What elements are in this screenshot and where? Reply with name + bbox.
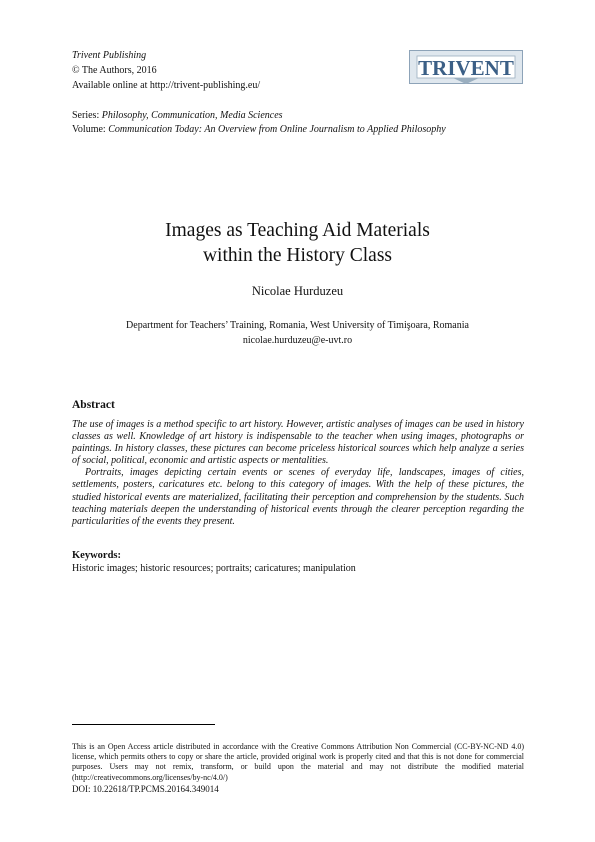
- trivent-logo: [409, 50, 523, 84]
- keywords-heading: Keywords:: [72, 550, 121, 561]
- abstract-heading: Abstract: [72, 399, 115, 411]
- affiliation-text: Department for Teachers’ Training, Romania, West University of Timişoara, Romania: [126, 320, 469, 331]
- author-email: nicolae.hurduzeu@e-uvt.ro: [242, 335, 353, 346]
- svg-text:TRIVENT: TRIVENT: [418, 56, 514, 80]
- license-footnote: This is an Open Access article distributed in accordance with the Creative Commons Attribution Non Commercial (CC-BY-NC-ND 4.0) license, which permits others to copy or share the article, provided original work is properly cited and that this is not done for commercial purposes. Users may not remix, transform, or build upon the material and may not distribute the modified material (http://creativecommons.org/licenses/by-nc/4.0/): [72, 742, 524, 782]
- abstract-paragraph-2: Portraits, images depicting certain events or scenes of everyday life, landscapes, images of cities, settlements, posters, caricatures etc. belong to this category of images. With the help of these pictures, the studied historical events are materialized, facilitating their perception and comprehension by the students. Such teaching materials deepen the understanding of historical events through the clearer perception regarding the particularities of the events they present.: [72, 467, 524, 527]
- doi-line: DOI: 10.22618/TP.PCMS.20164.349014: [72, 784, 219, 794]
- publisher-name: Trivent Publishing: [72, 50, 147, 61]
- paper-title: [0, 218, 595, 268]
- copyright-line: © The Authors, 2016: [72, 65, 157, 76]
- abstract-body: [72, 419, 524, 528]
- availability-line: Available online at http://trivent-publishing.eu/: [72, 80, 261, 91]
- paper-title-line-2: within the History Class: [202, 245, 393, 266]
- author-name: Nicolae Hurduzeu: [251, 284, 344, 298]
- series-line: Series: Philosophy, Communication, Media Sciences: [72, 110, 283, 121]
- volume-line: Volume: Communication Today: An Overview from Online Journalism to Applied Philosophy: [72, 124, 446, 135]
- footnote-divider: [72, 724, 215, 725]
- author-affiliation: [0, 318, 595, 348]
- paper-title-line-1: Images as Teaching Aid Materials: [165, 220, 430, 241]
- keywords-list: Historic images; historic resources; portraits; caricatures; manipulation: [72, 563, 356, 574]
- abstract-paragraph-1: The use of images is a method specific to art history. However, artistic analyses of images can be used in history classes as well. Knowledge of art history is indispensable to the teacher when using images, photographs or paintings. In history classes, these pictures can become priceless historical sources which help analyze a series of social, political, economic and artistic aspects or mentalities.: [72, 419, 524, 467]
